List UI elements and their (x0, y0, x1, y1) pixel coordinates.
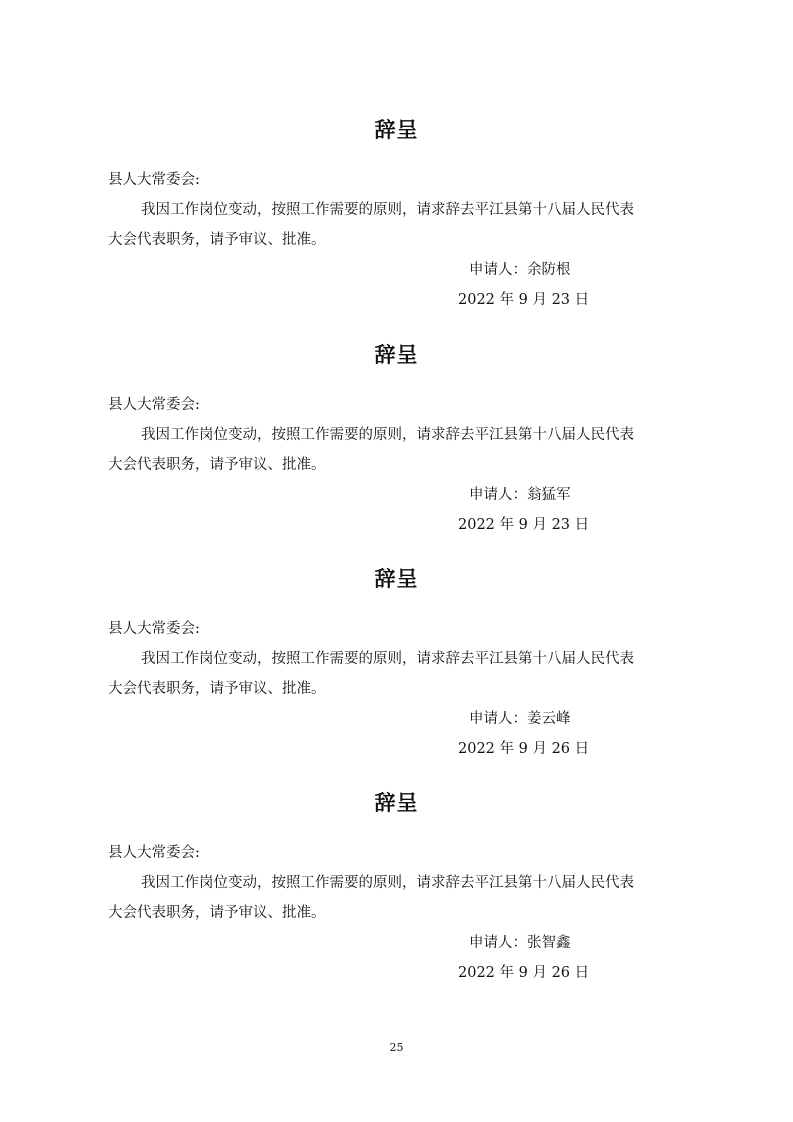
letter-body-line-2: 大会代表职务，请予审议、批准。 (108, 905, 326, 921)
letter-date: 2022 年 9 月 23 日 (458, 292, 590, 308)
letter-applicant: 申请人：张智鑫 (469, 935, 571, 951)
letter-body-line-1: 我因工作岗位变动，按照工作需要的原则，请求辞去平江县第十八届人民代表 (141, 875, 634, 891)
letter-date: 2022 年 9 月 26 日 (458, 741, 590, 757)
letter-title: 辞呈 (374, 343, 419, 367)
letter-date: 2022 年 9 月 23 日 (458, 517, 590, 533)
letter-body-line-1: 我因工作岗位变动，按照工作需要的原则，请求辞去平江县第十八届人民代表 (141, 427, 634, 443)
letter-title: 辞呈 (374, 791, 419, 815)
letter-body-line-2: 大会代表职务，请予审议、批准。 (108, 457, 326, 473)
letter-title: 辞呈 (374, 567, 419, 591)
letter-date: 2022 年 9 月 26 日 (458, 965, 590, 981)
letter-salutation: 县人大常委会: (108, 621, 200, 637)
page-number: 25 (389, 1041, 404, 1054)
letter-salutation: 县人大常委会: (108, 172, 200, 188)
letter-applicant: 申请人：翁猛军 (469, 487, 571, 503)
letter-body-line-2: 大会代表职务，请予审议、批准。 (108, 232, 326, 248)
letter-applicant: 申请人：余防根 (469, 262, 571, 278)
letter-salutation: 县人大常委会: (108, 845, 200, 861)
letter-applicant: 申请人：姜云峰 (469, 711, 571, 727)
letter-body-line-2: 大会代表职务，请予审议、批准。 (108, 681, 326, 697)
letter-salutation: 县人大常委会: (108, 397, 200, 413)
letter-title: 辞呈 (374, 118, 419, 142)
letter-body-line-1: 我因工作岗位变动，按照工作需要的原则，请求辞去平江县第十八届人民代表 (141, 651, 634, 667)
letter-body-line-1: 我因工作岗位变动，按照工作需要的原则，请求辞去平江县第十八届人民代表 (141, 202, 634, 218)
